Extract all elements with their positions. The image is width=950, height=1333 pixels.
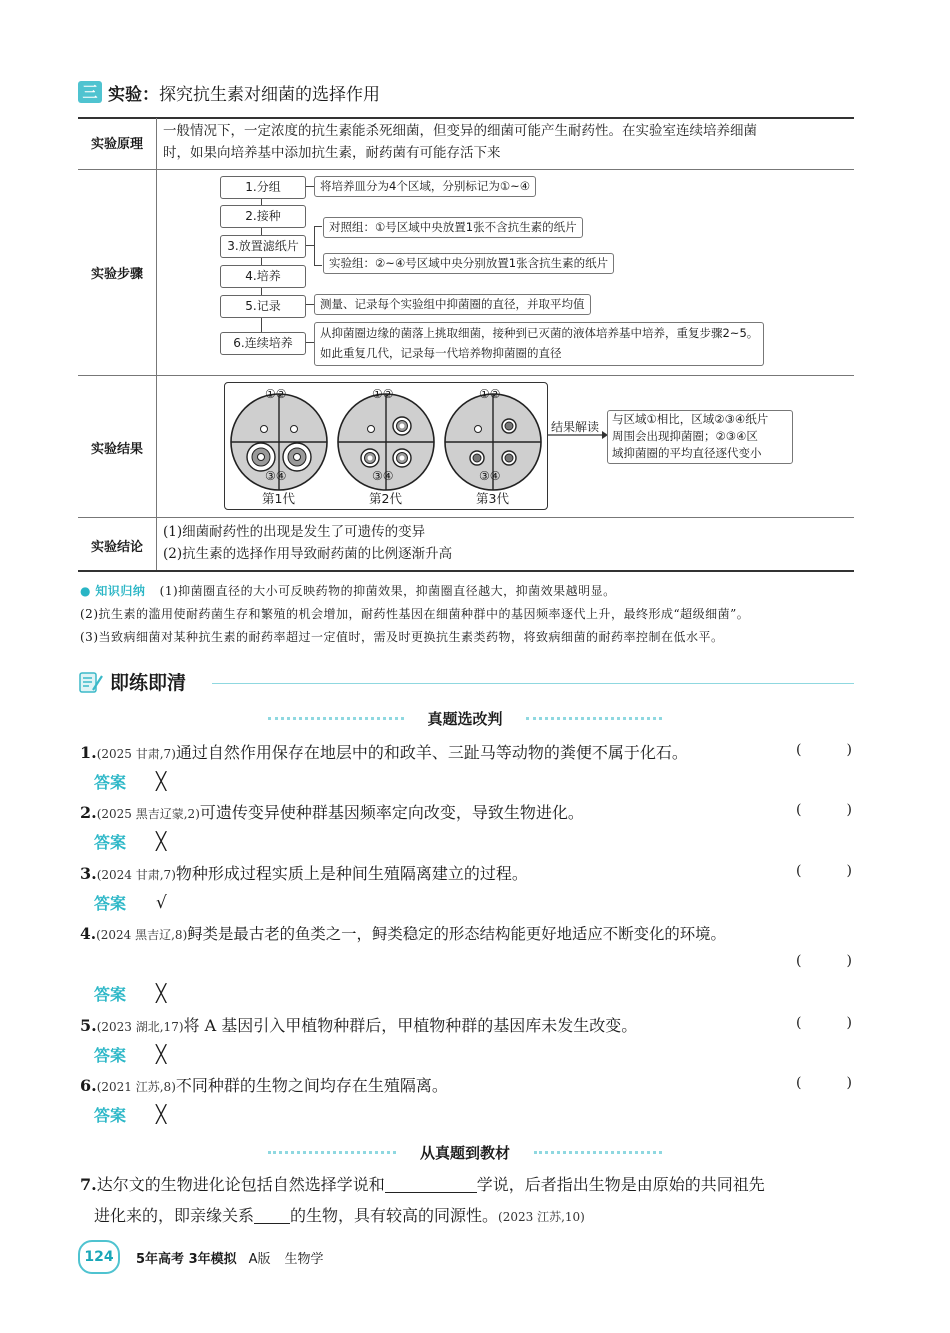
answer-value: ╳	[156, 771, 167, 792]
question-4	[80, 922, 726, 944]
answer-label: 答案	[94, 1046, 127, 1065]
answer-value: ╳	[156, 1044, 167, 1065]
answer-blank-parens: ( )	[796, 1015, 852, 1031]
knowledge-note-3: (3)当致病细菌对某种抗生素的耐药率超过一定值时，需及时更换抗生素类药物，将致病细菌的耐药率控制在低水平。	[80, 630, 724, 644]
note-bracket	[314, 226, 322, 266]
section-number-icon: 三	[78, 81, 102, 103]
question-source: (2024 黑吉辽,8)	[96, 928, 188, 942]
table-divider	[78, 375, 854, 376]
note-connector	[306, 245, 314, 246]
note-connector	[306, 186, 314, 187]
section-header	[78, 78, 380, 106]
fill-in-blank[interactable]	[254, 1207, 290, 1224]
zone-label-top: ①②	[372, 387, 394, 401]
answer-label: 答案	[94, 773, 127, 792]
notebook-pen-icon	[78, 670, 104, 694]
generation-label: 第3代	[476, 491, 509, 506]
question-text: 的生物，具有较高的同源性。	[290, 1206, 499, 1225]
interpretation-line: 域抑菌圈的平均直径逐代变小	[612, 446, 762, 460]
answer-blank-parens: ( )	[796, 863, 852, 879]
step-note: 对照组：①号区域中央放置1张不含抗生素的纸片	[323, 217, 583, 238]
question-text: 将 A 基因引入甲植物种群后，甲植物种群的基因库未发生改变。	[183, 1016, 638, 1035]
question-text: 学说，后者指出生物是由原始的共同祖先	[476, 1175, 765, 1194]
answer-blank-parens: ( )	[796, 802, 852, 818]
table-column-divider	[156, 118, 157, 570]
question-source: (2025 甘肃,7)	[96, 747, 176, 761]
answer-row	[94, 891, 167, 914]
interpretation-label: 结果解读	[551, 420, 600, 434]
edition-label: A版	[248, 1251, 271, 1267]
question-1	[80, 740, 688, 763]
step-note-multiline	[314, 322, 764, 366]
page-number: 124	[78, 1240, 120, 1274]
question-number: 3.	[80, 864, 97, 883]
table-divider	[78, 517, 854, 518]
row-label-conclusion: 实验结论	[90, 540, 143, 555]
step-box: 1.分组	[220, 176, 306, 199]
question-number: 4.	[80, 925, 97, 943]
step-box: 3.放置滤纸片	[220, 235, 306, 258]
note-connector	[306, 342, 314, 343]
question-number: 2.	[80, 803, 97, 822]
question-source: (2021 江苏,8)	[96, 1080, 176, 1094]
step-note: 实验组：②~④号区域中央分别放置1张含抗生素的纸片	[323, 253, 614, 274]
zone-label-top: ①②	[479, 387, 501, 401]
page-footer	[78, 1240, 324, 1274]
knowledge-text: (1)抑菌圈直径的大小可反映药物的抑菌效果，抑菌圈直径越大，抑菌效果越明显。	[159, 584, 616, 598]
knowledge-tag: 知识归纳	[95, 584, 146, 598]
knowledge-note-1	[80, 581, 616, 601]
question-text: 通过自然作用保存在地层中的和政羊、三趾马等动物的粪便不属于化石。	[175, 743, 688, 762]
zone-label-top: ①②	[265, 387, 287, 401]
row-label-results: 实验结果	[90, 442, 143, 457]
practice-title: 即练即清	[110, 672, 187, 694]
row-label-principle: 实验原理	[90, 137, 143, 152]
dotted-rule	[268, 717, 404, 722]
answer-row	[94, 770, 166, 793]
question-source: (2024 甘肃,7)	[96, 868, 176, 882]
conclusion-line-1: (1)细菌耐药性的出现是发生了可遗传的变异	[163, 524, 426, 540]
question-source: (2025 黑吉辽蒙,2)	[96, 807, 200, 821]
answer-value: ╳	[156, 831, 167, 852]
table-bottom-border	[78, 570, 854, 572]
step-box: 5.记录	[220, 295, 306, 318]
question-3	[80, 861, 528, 884]
dotted-rule	[268, 1151, 396, 1156]
practice-header	[78, 668, 186, 695]
lightbulb-icon: ●	[80, 584, 91, 598]
step-note: 将培养皿分为4个区域，分别标记为①~④	[314, 176, 536, 197]
question-6	[80, 1073, 448, 1096]
answer-value: ╳	[156, 1104, 167, 1125]
zone-label-bottom: ③④	[479, 469, 501, 483]
principle-text-line-1: 一般情况下，一定浓度的抗生素能杀死细菌，但变异的细菌可能产生耐药性。在实验室连续培养细菌	[163, 123, 757, 139]
dotted-rule	[526, 717, 662, 722]
question-number: 5.	[80, 1016, 97, 1035]
book-title: 5年高考 3年模拟	[136, 1251, 237, 1267]
answer-row	[94, 1043, 166, 1066]
question-7-line-1	[80, 1172, 765, 1195]
answer-blank-parens: ( )	[796, 953, 852, 969]
answer-label: 答案	[94, 894, 127, 913]
flow-connector	[261, 316, 262, 332]
answer-row	[94, 830, 166, 853]
question-5	[80, 1013, 637, 1036]
question-source: (2023 江苏,10)	[498, 1210, 585, 1224]
subject-label: 生物学	[284, 1251, 324, 1267]
answer-blank-parens: ( )	[796, 742, 852, 758]
section-title-prefix: 实验：	[108, 84, 159, 105]
answer-label: 答案	[94, 985, 127, 1004]
step-box: 4.培养	[220, 265, 306, 288]
question-7-line-2	[94, 1203, 585, 1226]
interpretation-box	[607, 410, 793, 464]
question-number: 7.	[80, 1175, 97, 1194]
principle-text-line-2: 时，如果向培养基中添加抗生素，耐药菌有可能存活下来	[163, 145, 501, 161]
interpretation-line: 与区域①相比，区域②③④纸片	[612, 412, 769, 426]
subsection-title: 从真题到教材	[419, 1144, 510, 1162]
answer-label: 答案	[94, 1106, 127, 1125]
question-text: 不同种群的生物之间均存在生殖隔离。	[175, 1076, 448, 1095]
question-number: 6.	[80, 1076, 97, 1095]
row-label-steps: 实验步骤	[90, 267, 143, 282]
conclusion-line-2: (2)抗生素的选择作用导致耐药菌的比例逐渐升高	[163, 546, 453, 562]
question-text: 可遗传变异使种群基因频率定向改变，导致生物进化。	[199, 803, 584, 822]
answer-label: 答案	[94, 833, 127, 852]
zone-label-bottom: ③④	[372, 469, 394, 483]
answer-blank-parens: ( )	[796, 1075, 852, 1091]
table-divider	[78, 169, 854, 170]
interpretation-arrow	[548, 430, 608, 440]
question-source: (2023 湖北,17)	[96, 1020, 184, 1034]
practice-header-rule	[212, 683, 854, 684]
step-note: 测量、记录每个实验组中抑菌圈的直径，并取平均值	[314, 294, 591, 315]
fill-in-blank[interactable]	[385, 1176, 477, 1193]
section-title: 探究抗生素对细菌的选择作用	[159, 84, 380, 105]
note-connector	[306, 304, 314, 305]
dotted-rule	[534, 1151, 662, 1156]
question-number: 1.	[80, 743, 97, 762]
answer-value: ╳	[156, 983, 167, 1004]
question-text: 鲟类是最古老的鱼类之一，鲟类稳定的形态结构能更好地适应不断变化的环境。	[187, 925, 726, 943]
step-box: 6.连续培养	[220, 332, 306, 355]
question-text: 物种形成过程实质上是种间生殖隔离建立的过程。	[175, 864, 528, 883]
step-note-line: 从抑菌圈边缘的菌落上挑取细菌，接种到已灭菌的液体培养基中培养，重复步骤2~5。	[320, 326, 759, 340]
zone-label-bottom: ③④	[265, 469, 287, 483]
table-top-border	[78, 117, 854, 119]
answer-row	[94, 1103, 166, 1126]
step-box: 2.接种	[220, 205, 306, 228]
question-text: 达尔文的生物进化论包括自然选择学说和	[96, 1175, 385, 1194]
subsection-title: 真题选改判	[427, 710, 503, 728]
question-text: 进化来的，即亲缘关系	[94, 1206, 255, 1225]
question-2	[80, 800, 584, 823]
answer-row	[94, 982, 166, 1005]
interpretation-line: 周围会出现抑菌圈；②③④区	[612, 429, 758, 443]
generation-label: 第1代	[262, 491, 295, 506]
generation-label: 第2代	[369, 491, 402, 506]
step-note-line: 如此重复几代，记录每一代培养物抑菌圈的直径	[320, 346, 562, 360]
knowledge-note-2: (2)抗生素的滥用使耐药菌生存和繁殖的机会增加，耐药性基因在细菌种群中的基因频率逐代上升，最终形成“超级细菌”。	[80, 607, 750, 621]
answer-value: √	[156, 892, 167, 913]
